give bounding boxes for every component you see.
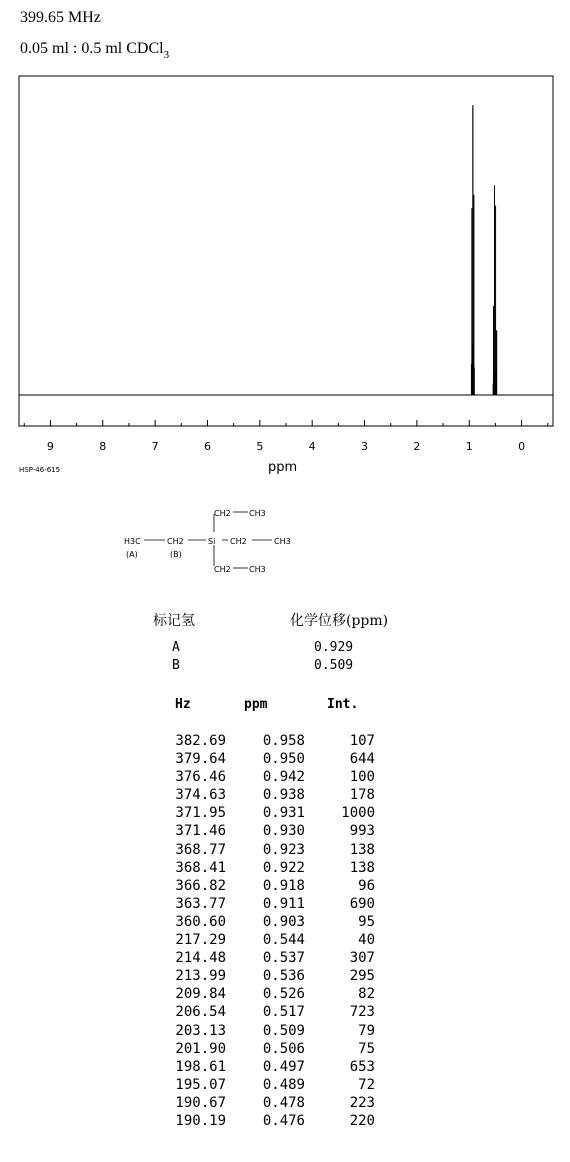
peak-ppm: 0.911: [262, 895, 305, 912]
peak-int: 993: [349, 823, 375, 840]
peak-ppm: 0.478: [262, 1094, 305, 1111]
peak-int: 690: [349, 895, 375, 912]
peak-hz: 371.95: [175, 805, 226, 822]
peak-row: [0, 860, 570, 878]
peak-row: [0, 932, 570, 950]
x-tick-label: 3: [361, 440, 369, 453]
peak-ppm: 0.938: [262, 787, 305, 804]
peak-ppm: 0.922: [262, 859, 305, 876]
peak-col-ppm: ppm: [244, 697, 268, 712]
peak-row: [0, 823, 570, 841]
peak-int: 95: [358, 913, 375, 930]
peak-hz: 198.61: [175, 1058, 226, 1075]
atom-right-ch2: CH2: [230, 537, 247, 546]
peak-row: [0, 896, 570, 914]
peak-int: 82: [358, 986, 375, 1003]
peak-row: [0, 1113, 570, 1131]
peak-ppm: 0.536: [262, 968, 305, 985]
peak-ppm: 0.930: [262, 823, 305, 840]
spectrometer-frequency: 399.65 MHz: [20, 9, 101, 26]
peak-hz: 203.13: [175, 1022, 226, 1039]
peak-int: 40: [358, 932, 375, 949]
peak-hz: 214.48: [175, 950, 226, 967]
peak-hz: 206.54: [175, 1004, 226, 1021]
peak-row: [0, 1059, 570, 1077]
assignment-row: [0, 640, 570, 658]
peak-ppm: 0.958: [262, 733, 305, 749]
peak-hz: 382.69: [175, 733, 226, 749]
peak-int: 96: [358, 877, 375, 894]
x-tick-label: 4: [308, 440, 316, 453]
atom-b-ch2: CH2: [167, 537, 184, 546]
peak-int: 138: [349, 841, 375, 858]
assignment-table: [0, 640, 570, 676]
peak-row: [0, 733, 570, 751]
assignment-col-label: 标记氢: [153, 613, 195, 629]
peak-row: [0, 751, 570, 769]
peak-ppm: 0.476: [262, 1112, 305, 1129]
peak-int: 295: [349, 968, 375, 985]
peak-row: [0, 842, 570, 860]
atom-top-ch3: CH3: [249, 509, 266, 518]
peak-ppm: 0.544: [262, 932, 305, 949]
peak-hz: 363.77: [175, 895, 226, 912]
peak-hz: 360.60: [175, 913, 226, 930]
peak-hz: 190.67: [175, 1094, 226, 1111]
x-tick-label: 7: [151, 440, 159, 453]
peak-row: [0, 787, 570, 805]
peak-int: 644: [349, 751, 375, 768]
peak-row: [0, 769, 570, 787]
peak-int: 107: [349, 733, 375, 749]
assignment-shift: 0.929: [314, 640, 354, 655]
peak-hz: 368.77: [175, 841, 226, 858]
solvent-text: 0.05 ml : 0.5 ml CDCl: [20, 40, 164, 57]
x-tick-label: 1: [465, 440, 473, 453]
peak-int: 220: [349, 1112, 375, 1129]
x-tick-label: 6: [203, 440, 211, 453]
peak-int: 1000: [341, 805, 375, 822]
peak-int: 138: [349, 859, 375, 876]
peak-row: [0, 805, 570, 823]
peak-int: 75: [358, 1040, 375, 1057]
assignment-col-shift: 化学位移(ppm): [290, 613, 389, 629]
peak-row: [0, 950, 570, 968]
atom-bottom-ch3: CH3: [249, 565, 266, 574]
peak-row: [0, 968, 570, 986]
peak-int: 723: [349, 1004, 375, 1021]
peak-row: [0, 1023, 570, 1041]
x-tick-label: 2: [413, 440, 421, 453]
peak-ppm: 0.497: [262, 1058, 305, 1075]
peak-hz: 368.41: [175, 859, 226, 876]
peak-hz: 201.90: [175, 1040, 226, 1057]
x-tick-label: 0: [518, 440, 526, 453]
peak-row: [0, 1077, 570, 1095]
peak-hz: 371.46: [175, 823, 226, 840]
peak-hz: 209.84: [175, 986, 226, 1003]
label-b: (B): [170, 550, 182, 559]
x-tick-label: 5: [256, 440, 264, 453]
peak-int: 223: [349, 1094, 375, 1111]
peak-ppm: 0.517: [262, 1004, 305, 1021]
peak-table: [0, 733, 570, 1131]
assignment-row: [0, 658, 570, 676]
peak-col-int: Int.: [327, 697, 359, 712]
peak-ppm: 0.526: [262, 986, 305, 1003]
peak-ppm: 0.942: [262, 769, 305, 786]
peak-int: 72: [358, 1076, 375, 1093]
peak-col-hz: Hz: [175, 697, 191, 712]
peak-hz: 366.82: [175, 877, 226, 894]
peak-row: [0, 986, 570, 1004]
peak-ppm: 0.509: [262, 1022, 305, 1039]
assignment-label: A: [172, 640, 180, 655]
peak-hz: 190.19: [175, 1112, 226, 1129]
peak-row: [0, 1041, 570, 1059]
peak-ppm: 0.489: [262, 1076, 305, 1093]
peak-hz: 376.46: [175, 769, 226, 786]
peak-ppm: 0.923: [262, 841, 305, 858]
peak-row: [0, 914, 570, 932]
assignment-label: B: [172, 658, 180, 673]
peak-ppm: 0.506: [262, 1040, 305, 1057]
peak-ppm: 0.950: [262, 751, 305, 768]
peak-ppm: 0.931: [262, 805, 305, 822]
nmr-spectrum-chart: [0, 0, 570, 500]
atom-a-ch3: H3C: [124, 537, 141, 546]
peak-hz: 217.29: [175, 932, 226, 949]
peak-row: [0, 1095, 570, 1113]
x-tick-label: 9: [46, 440, 54, 453]
spectrum-code: HSP-46-615: [19, 466, 61, 474]
peak-hz: 195.07: [175, 1076, 226, 1093]
peak-row: [0, 1004, 570, 1022]
peak-ppm: 0.903: [262, 913, 305, 930]
peak-hz: 374.63: [175, 787, 226, 804]
atom-si: Si: [208, 537, 216, 546]
peak-int: 653: [349, 1058, 375, 1075]
label-a: (A): [126, 550, 138, 559]
peak-row: [0, 878, 570, 896]
assignment-shift: 0.509: [314, 658, 354, 673]
solvent-subscript: 3: [163, 49, 170, 61]
peak-int: 307: [349, 950, 375, 967]
atom-top-ch2: CH2: [214, 509, 231, 518]
peak-int: 100: [349, 769, 375, 786]
peak-hz: 379.64: [175, 751, 226, 768]
x-axis-label: ppm: [268, 460, 298, 475]
peak-hz: 213.99: [175, 968, 226, 985]
peak-int: 178: [349, 787, 375, 804]
atom-right-ch3: CH3: [274, 537, 291, 546]
atom-bottom-ch2: CH2: [214, 565, 231, 574]
peak-int: 79: [358, 1022, 375, 1039]
x-tick-label: 8: [99, 440, 107, 453]
peak-ppm: 0.918: [262, 877, 305, 894]
molecule-structure: [118, 500, 318, 586]
peak-ppm: 0.537: [262, 950, 305, 967]
